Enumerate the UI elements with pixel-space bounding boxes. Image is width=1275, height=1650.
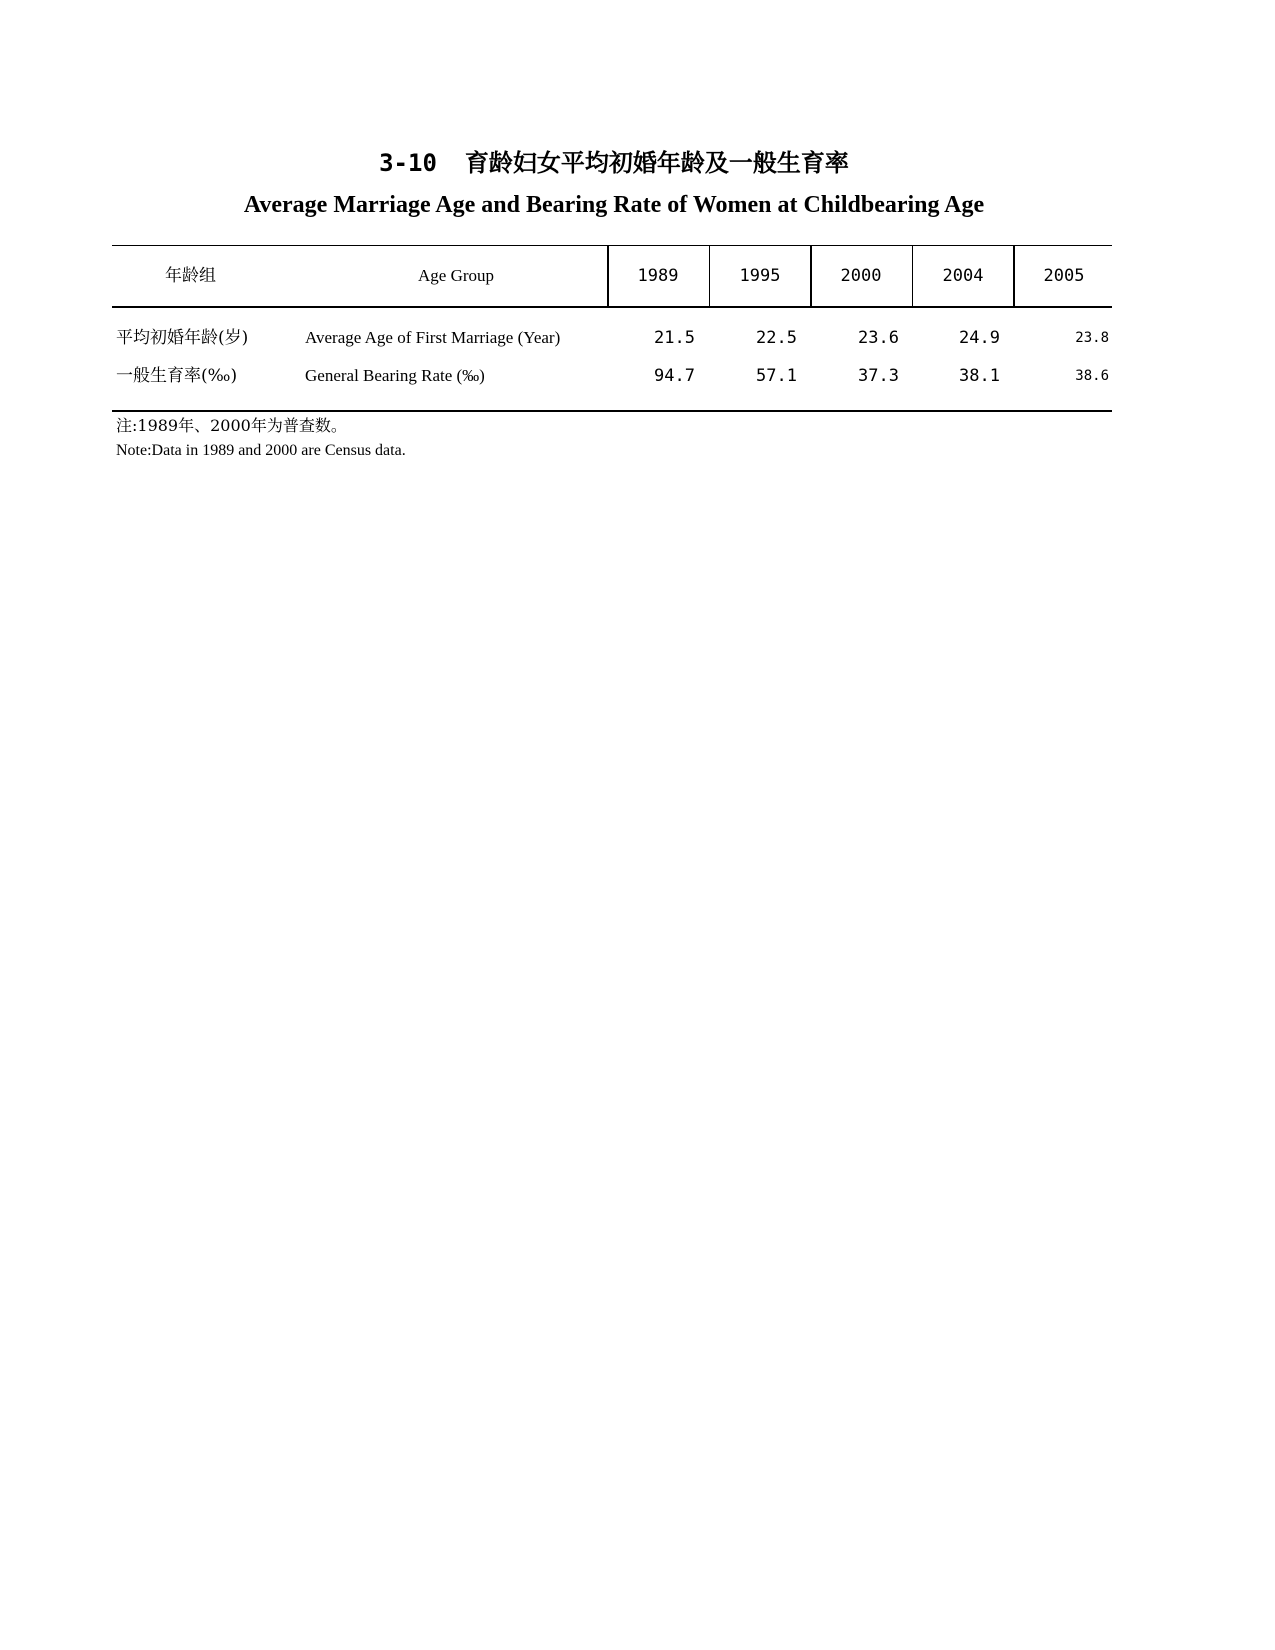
header-year-2005: 2005 — [1043, 266, 1085, 286]
header-label-english: Age Group — [418, 266, 495, 285]
header-label-chinese: 年龄组 — [165, 266, 216, 286]
table-cell: 24.9 — [959, 328, 1000, 348]
table-cell: 37.3 — [858, 366, 899, 386]
row-label-english: Average Age of First Marriage (Year) — [305, 328, 561, 347]
header-year-2000: 2000 — [840, 266, 882, 286]
table-cell: 38.1 — [959, 366, 1000, 386]
row-label-chinese: 平均初婚年龄(岁) — [116, 328, 249, 348]
header-year-1989: 1989 — [637, 266, 679, 286]
table-cell: 94.7 — [654, 366, 695, 386]
table-cell: 23.6 — [858, 328, 899, 348]
table-cell: 23.8 — [1075, 330, 1109, 346]
table-header-rule — [112, 306, 1112, 308]
table-cell: 21.5 — [654, 328, 695, 348]
title-chinese-text: 育龄妇女平均初婚年龄及一般生育率 — [464, 149, 849, 177]
footnote-english: Note:Data in 1989 and 2000 are Census data. — [116, 442, 406, 459]
page-title-chinese — [0, 148, 1228, 179]
row-label-chinese: 一般生育率(‰) — [116, 366, 238, 386]
page-title-english: Average Marriage Age and Bearing Rate of Women at Childbearing Age — [243, 192, 985, 218]
table-cell: 22.5 — [756, 328, 797, 348]
table-number: 3-10 — [379, 149, 437, 177]
table-bottom-rule — [112, 410, 1112, 412]
table-top-rule — [112, 245, 1112, 246]
row-label-english: General Bearing Rate (‰) — [305, 366, 485, 385]
footnote-chinese: 注:1989年、2000年为普查数。 — [116, 416, 347, 435]
header-year-1995: 1995 — [739, 266, 781, 286]
table-cell: 57.1 — [756, 366, 797, 386]
header-year-2004: 2004 — [942, 266, 984, 286]
table-cell: 38.6 — [1075, 368, 1109, 384]
